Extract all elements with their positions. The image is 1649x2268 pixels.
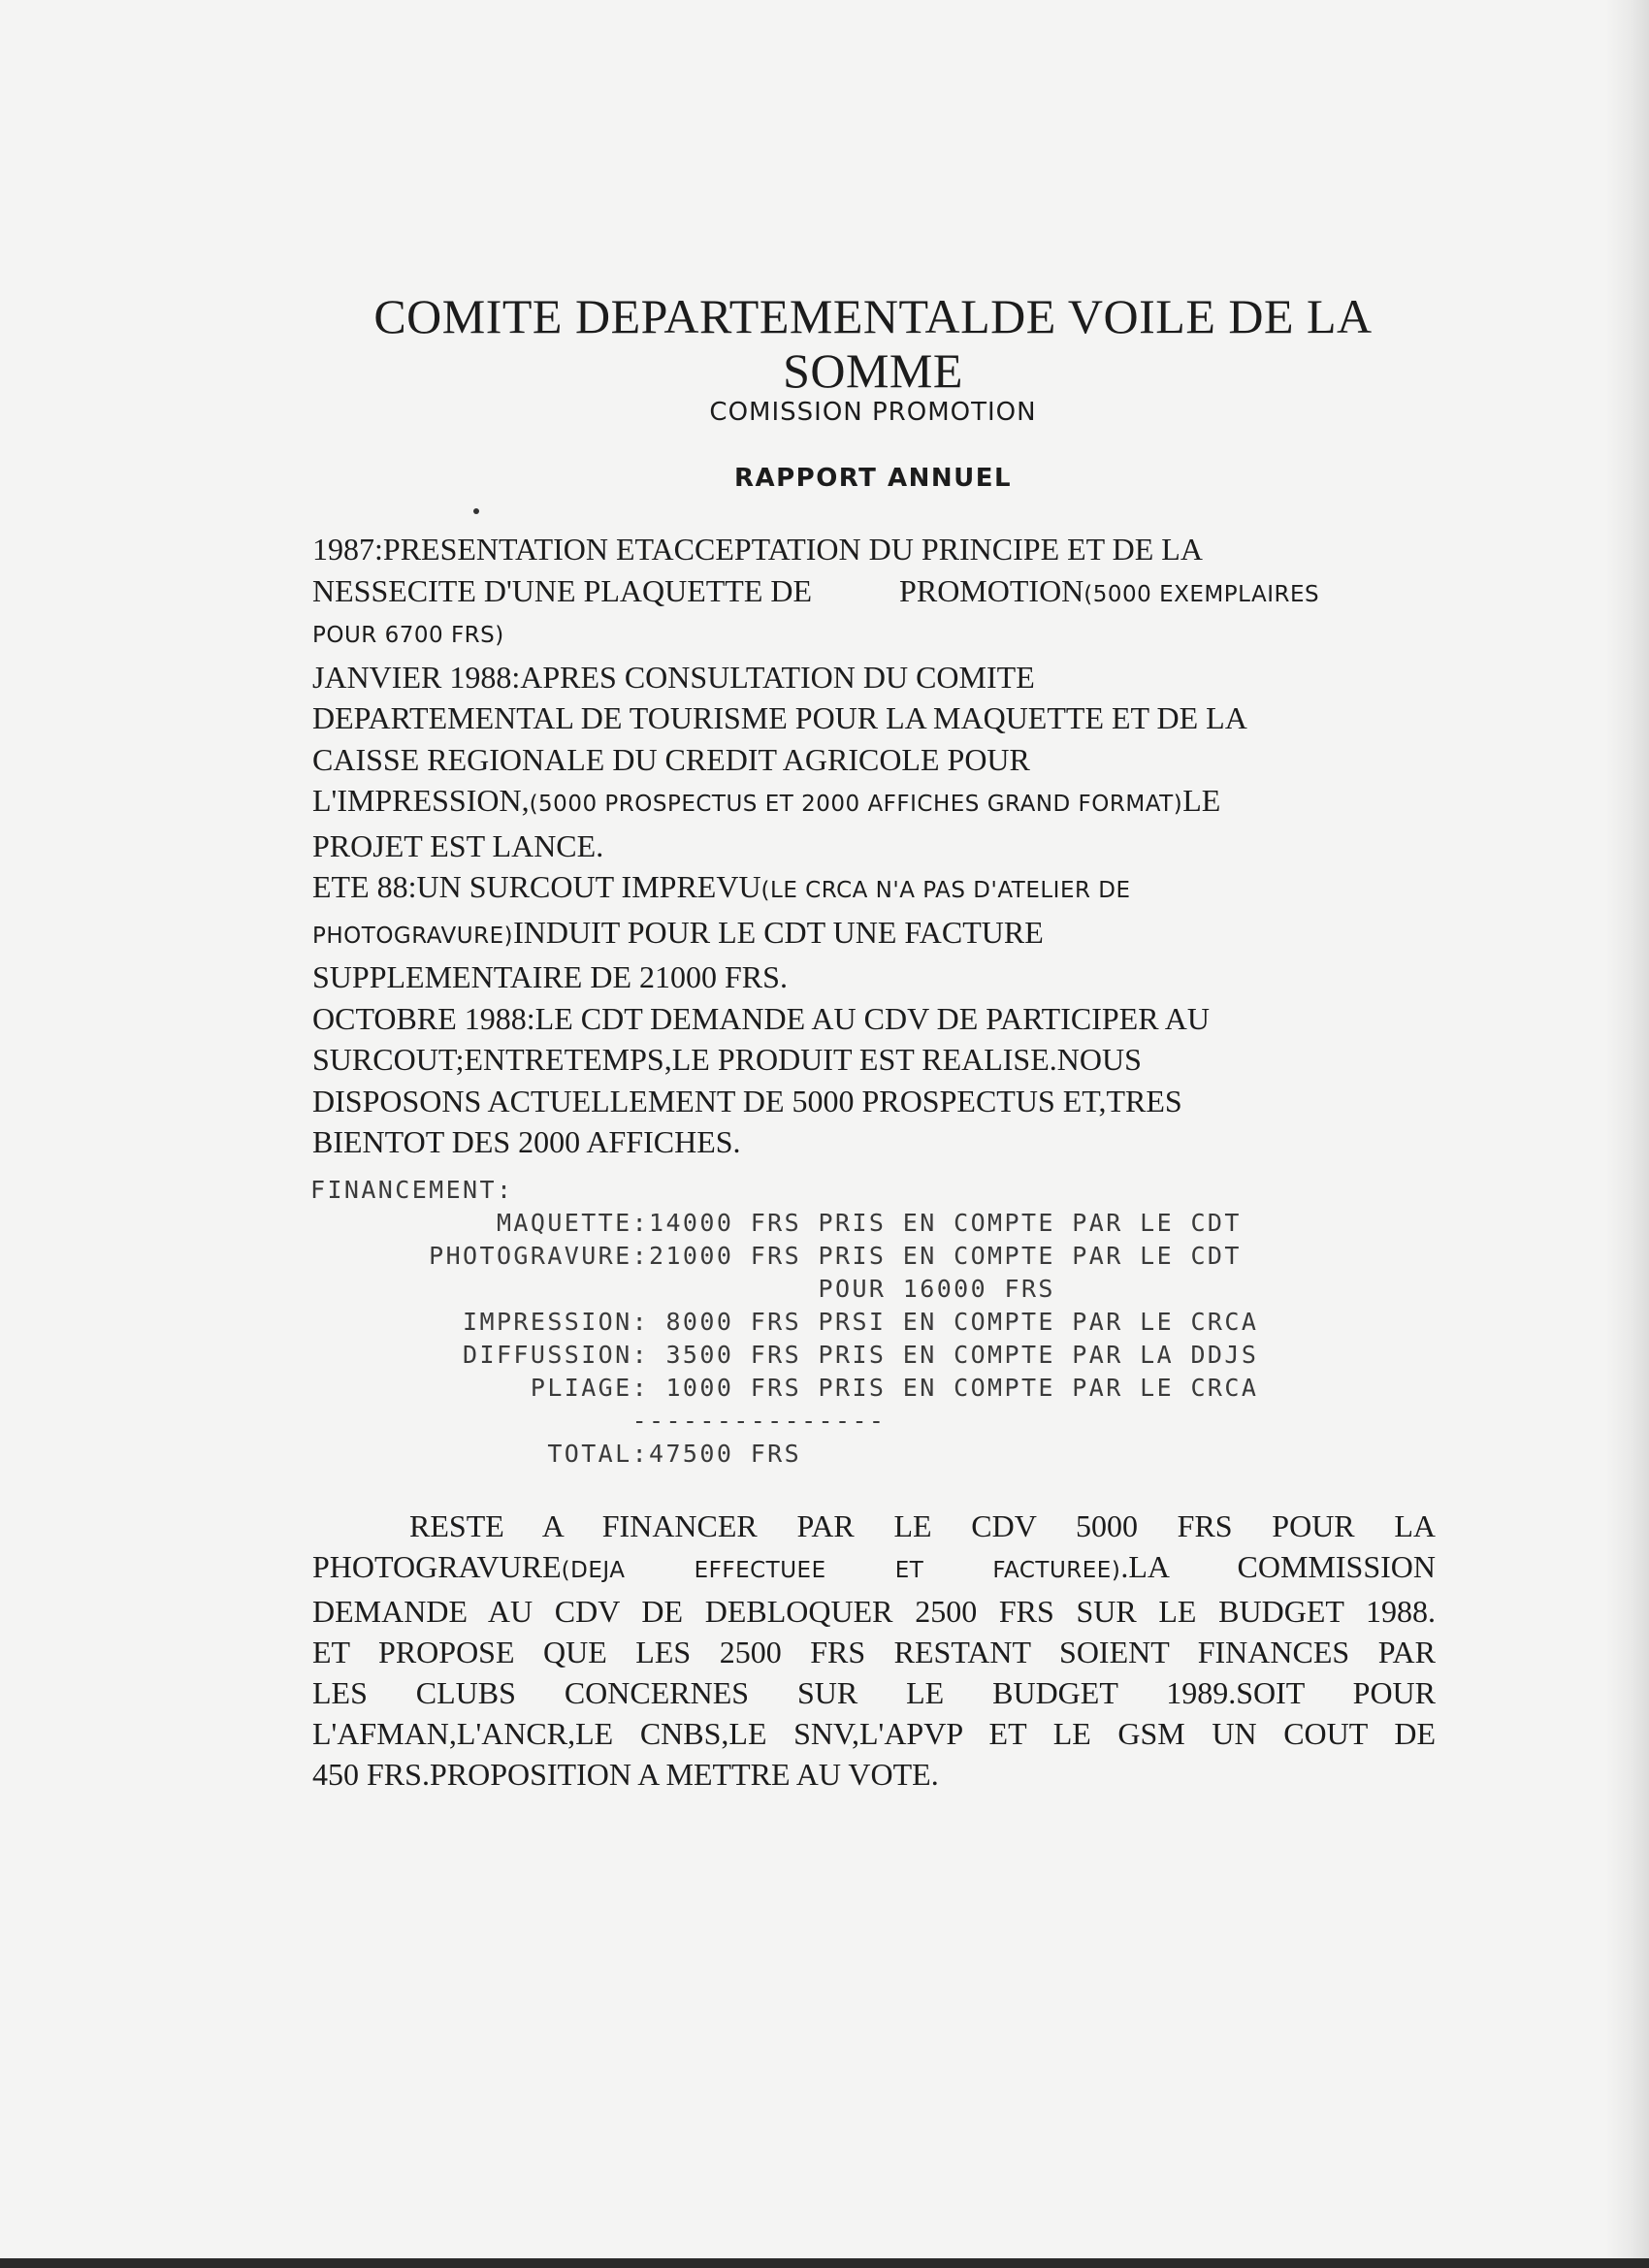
page-edge-shadow — [1605, 0, 1649, 2268]
financement-table — [310, 1174, 1258, 1471]
body-fragment: L'IMPRESSION, — [312, 783, 530, 818]
body-fragment: PROMOTION — [899, 572, 1084, 608]
body-line: OCTOBRE 1988:LE CDT DEMANDE AU CDV DE PARTICIPER AU — [312, 1000, 1210, 1036]
body-line — [312, 866, 1457, 912]
closing-line: RESTE A FINANCER PAR LE CDV 5000 FRS POUR LA — [409, 1508, 1436, 1543]
financement-row: POUR 16000 FRS — [310, 1275, 1055, 1303]
financement-row: PLIAGE: 1000 FRS PRIS EN COMPTE PAR LE CRCA — [310, 1374, 1259, 1402]
body-fragment: NESSECITE D'UNE PLAQUETTE DE — [312, 572, 813, 608]
body-small-fragment: (LE CRCA N'A PAS D'ATELIER DE — [760, 878, 1131, 903]
body-line: SUPPLEMENTAIRE DE 21000 FRS. — [312, 959, 788, 994]
closing-small-fragment: (DEJA EFFECTUEE ET FACTUREE) — [561, 1558, 1121, 1583]
body-line — [312, 780, 1457, 826]
body-line: 1987:PRESENTATION ETACCEPTATION DU PRINCIPE ET DE LA — [312, 532, 1203, 567]
body-small-fragment: (5000 PROSPECTUS ET 2000 AFFICHES GRAND FORMAT) — [529, 792, 1183, 817]
title-line-1: COMITE DEPARTEMENTALDE VOILE DE LA — [373, 289, 1373, 343]
scan-bottom-edge — [0, 2258, 1649, 2268]
closing-line: LES CLUBS CONCERNES SUR LE BUDGET 1989.SOIT POUR — [312, 1675, 1436, 1710]
closing-line: L'AFMAN,L'ANCR,LE CNBS,LE SNV,L'APVP ET LE GSM UN COUT DE — [312, 1716, 1436, 1751]
body-line: BIENTOT DES 2000 AFFICHES. — [312, 1124, 741, 1159]
financement-separator: --------------- — [310, 1407, 887, 1435]
body-line: DEPARTEMENTAL DE TOURISME POUR LA MAQUETTE ET DE LA — [312, 700, 1247, 735]
body-line: DISPOSONS ACTUELLEMENT DE 5000 PROSPECTUS ET,TRES — [312, 1083, 1182, 1118]
body-line: CAISSE REGIONALE DU CREDIT AGRICOLE POUR — [312, 741, 1030, 777]
financement-heading: FINANCEMENT: — [310, 1176, 514, 1204]
report-title: RAPPORT ANNUEL — [733, 464, 1013, 493]
closing-line: ET PROPOSE QUE LES 2500 FRS RESTANT SOIENT FINANCES PAR — [312, 1635, 1436, 1669]
title-line-2: SOMME — [783, 343, 963, 398]
body-line: SURCOUT;ENTRETEMPS,LE PRODUIT EST REALISE.NOUS — [312, 1042, 1142, 1077]
closing-line — [312, 1546, 1436, 1591]
closing-line: 450 FRS.PROPOSITION A METTRE AU VOTE. — [312, 1757, 939, 1792]
closing-fragment: .LA COMMISSION — [1120, 1549, 1436, 1584]
financement-row: PHOTOGRAVURE:21000 FRS PRIS EN COMPTE PAR LE CDT — [310, 1242, 1242, 1270]
body-fragment: INDUIT POUR LE CDT UNE FACTURE — [513, 914, 1044, 950]
body-line: JANVIER 1988:APRES CONSULTATION DU COMITE — [312, 659, 1035, 695]
body-small-fragment: PHOTOGRAVURE) — [312, 923, 514, 949]
body-fragment: LE — [1182, 783, 1221, 818]
closing-line: DEMANDE AU CDV DE DEBLOQUER 2500 FRS SUR LE BUDGET 1988. — [312, 1594, 1436, 1629]
closing-fragment: PHOTOGRAVURE — [312, 1549, 562, 1584]
body-line — [312, 570, 1457, 616]
body-line: POUR 6700 FRS) — [312, 623, 504, 648]
report-body — [312, 529, 1457, 1163]
body-small-fragment: (5000 EXEMPLAIRES — [1083, 581, 1320, 607]
financement-total: TOTAL:47500 FRS — [310, 1440, 802, 1468]
financement-row: DIFFUSSION: 3500 FRS PRIS EN COMPTE PAR LA DDJS — [310, 1341, 1259, 1369]
financement-row: IMPRESSION: 8000 FRS PRSI EN COMPTE PAR LE CRCA — [310, 1308, 1259, 1336]
ink-speck — [473, 508, 479, 514]
body-line: PROJET EST LANCE. — [312, 827, 604, 863]
body-line — [312, 912, 1457, 957]
body-fragment: ETE 88:UN SURCOUT IMPREVU — [312, 869, 761, 904]
financement-row: MAQUETTE:14000 FRS PRIS EN COMPTE PAR LE CDT — [310, 1209, 1242, 1237]
closing-paragraph — [312, 1506, 1436, 1795]
document-subtitle: COMISSION PROMOTION — [709, 398, 1037, 427]
document-title — [291, 289, 1455, 398]
